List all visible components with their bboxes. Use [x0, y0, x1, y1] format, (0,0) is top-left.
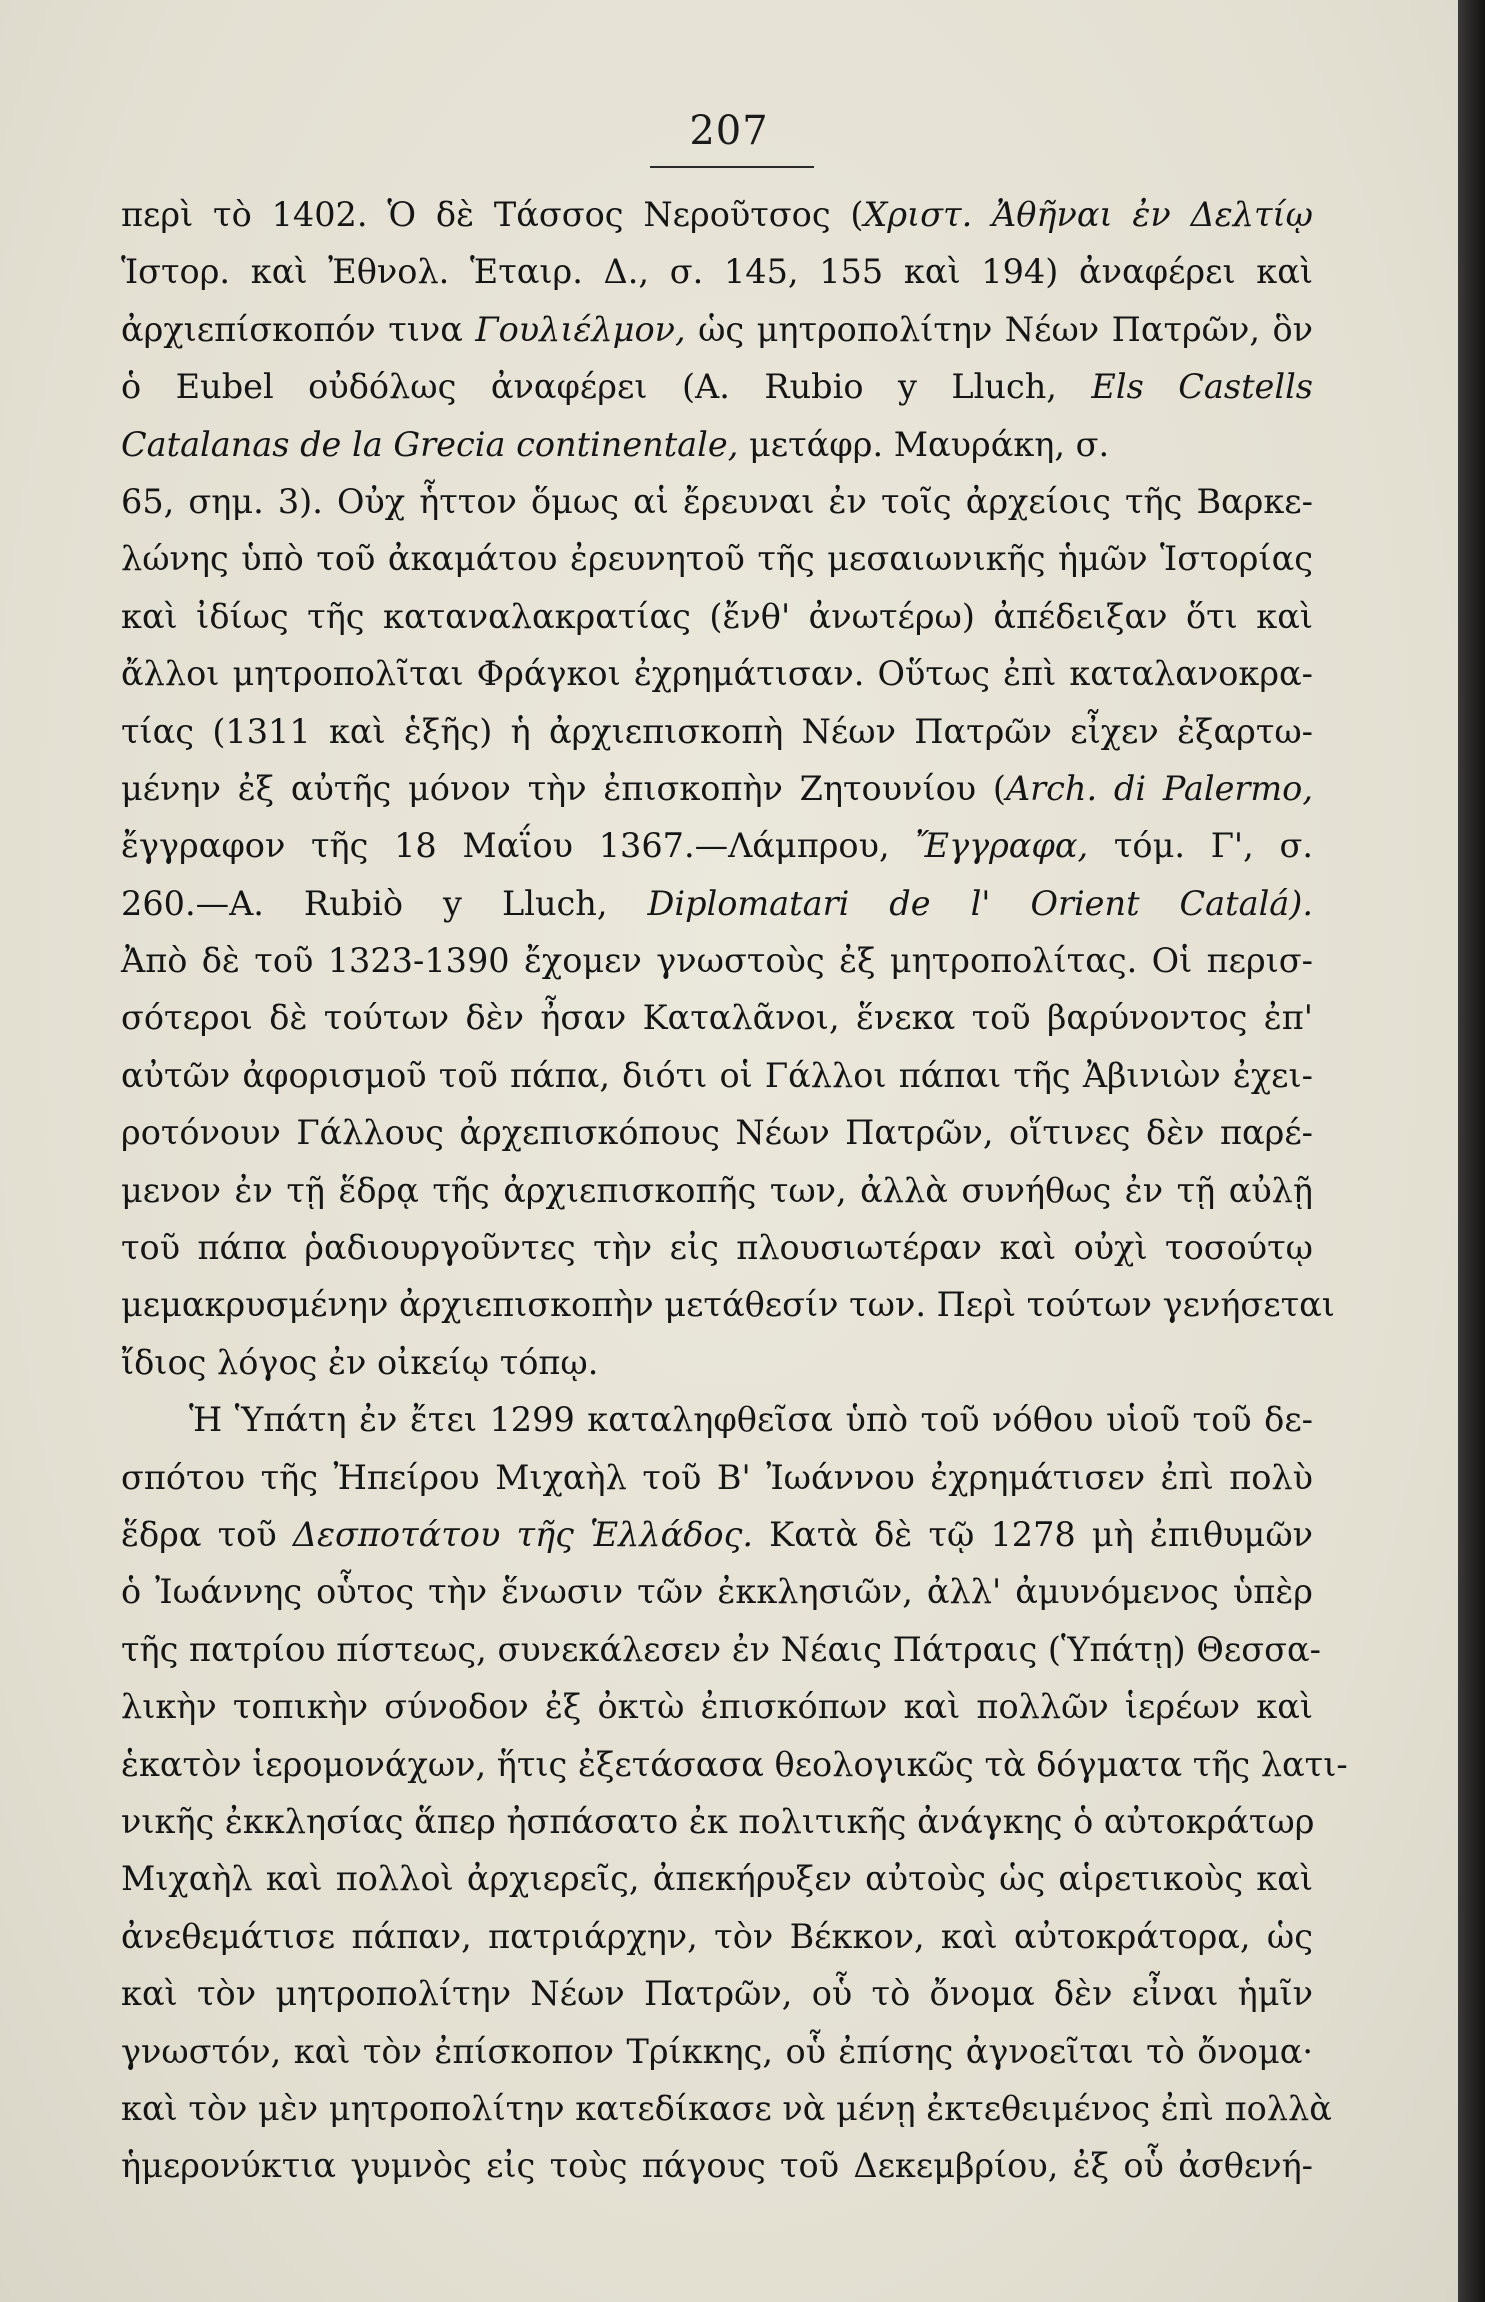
text-segment: Ἡ Ὑπάτη ἐν ἔτει 1299 καταληφθεῖσα ὑπὸ τοῦ νόθου υἱοῦ τοῦ δε-	[189, 1400, 1313, 1440]
text-segment: ὡς μητροπολίτην Νέων Πατρῶν, ὃν	[685, 309, 1313, 349]
body-text	[121, 186, 1348, 2195]
text-line	[121, 1104, 1313, 1161]
text-segment: Ἱστορ. καὶ Ἐθνολ. Ἑταιρ. Δ., σ. 145, 155 καὶ 194) ἀναφέρει καὶ	[121, 252, 1313, 292]
text-line	[121, 358, 1313, 415]
text-line	[121, 1678, 1313, 1735]
text-segment: καὶ τὸν μητροπολίτην Νέων Πατρῶν, οὗ τὸ ὄνομα δὲν εἶναι ἡμῖν	[121, 1974, 1313, 2014]
italic-text: Diplomatari de l' Orient Catalá).	[647, 883, 1313, 923]
text-line	[121, 932, 1313, 989]
page-edge-shadow	[1458, 0, 1485, 2302]
text-segment: καὶ ἰδίως τῆς καταναλακρατίας (ἔνθ' ἀνωτέρω) ἀπέδειξαν ὅτι καὶ	[121, 596, 1313, 636]
text-segment: σπότου τῆς Ἠπείρου Μιχαὴλ τοῦ Β' Ἰωάννου ἐχρημάτισεν ἐπὶ πολὺ	[121, 1457, 1313, 1497]
text-line	[121, 1850, 1313, 1907]
text-segment: σότεροι δὲ τούτων δὲν ἦσαν Καταλᾶνοι, ἕνεκα τοῦ βαρύνοντος ἐπ'	[121, 998, 1313, 1038]
text-line	[121, 1219, 1313, 1276]
text-line	[121, 875, 1313, 932]
text-line	[121, 1162, 1313, 1219]
text-line	[121, 1391, 1313, 1448]
text-line	[121, 1276, 1335, 1333]
text-line	[121, 1047, 1313, 1104]
text-line	[121, 2137, 1313, 2194]
text-segment: ἑκατὸν ἱερομονάχων, ἥτις ἐξετάσασα θεολογικῶς τὰ δόγματα τῆς λατι-	[121, 1744, 1348, 1784]
text-segment: ἔγγραφον τῆς 18 Μαΐου 1367.—Λάμπρου,	[121, 826, 916, 866]
text-line	[121, 1334, 1313, 1391]
text-line	[121, 1793, 1313, 1850]
text-segment: 260.—A. Rubiò y Lluch,	[121, 883, 648, 923]
text-line	[121, 243, 1313, 300]
text-segment: μετάφρ. Μαυράκη, σ.	[738, 424, 1110, 464]
text-segment: Κατὰ δὲ τῷ 1278 μὴ ἐπιθυμῶν	[753, 1514, 1313, 1554]
text-segment: ἴδιος λόγος ἐν οἰκείῳ τόπῳ.	[121, 1342, 599, 1382]
text-segment: γνωστόν, καὶ τὸν ἐπίσκοπον Τρίκκης, οὗ ἐπίσης ἀγνοεῖται τὸ ὄνομα·	[121, 2031, 1313, 2071]
italic-text: Δεσποτάτου τῆς Ἑλλάδος.	[292, 1514, 754, 1554]
text-segment: ὁ Eubel οὐδόλως ἀναφέρει (A. Rubio y Lluch,	[121, 367, 1092, 407]
italic-text: Els Castells	[1091, 367, 1313, 407]
text-segment: λώνης ὑπὸ τοῦ ἀκαμάτου ἐρευνητοῦ τῆς μεσαιωνικῆς ἡμῶν Ἱστορίας	[121, 539, 1313, 579]
text-line	[121, 2080, 1332, 2137]
text-segment: τοῦ πάπα ῥαδιουργοῦντες τὴν εἰς πλουσιωτέραν καὶ οὐχὶ τοσούτῳ	[121, 1228, 1313, 1268]
text-segment: ἡμερονύκτια γυμνὸς εἰς τοὺς πάγους τοῦ Δεκεμβρίου, ἐξ οὗ ἀσθενή-	[121, 2146, 1313, 2186]
text-segment: τῆς πατρίου πίστεως, συνεκάλεσεν ἐν Νέαις Πάτραις (Ὑπάτῃ) Θεσσα-	[121, 1629, 1321, 1669]
italic-text: Χριστ. Ἀθῆναι ἐν Δελτίῳ	[863, 195, 1313, 234]
text-line	[121, 1563, 1313, 1620]
text-segment: τόμ. Γ', σ.	[1088, 826, 1314, 866]
text-line	[121, 817, 1313, 874]
text-segment: ροτόνουν Γάλλους ἀρχεπισκόπους Νέων Πατρῶν, οἵτινες δὲν παρέ-	[121, 1113, 1313, 1153]
text-segment: τίας (1311 καὶ ἑξῆς) ἡ ἀρχιεπισκοπὴ Νέων Πατρῶν εἶχεν ἐξαρτω-	[121, 711, 1313, 751]
text-line	[121, 530, 1313, 587]
text-segment: Μιχαὴλ καὶ πολλοὶ ἀρχιερεῖς, ἀπεκήρυξεν αὐτοὺς ὡς αἱρετικοὺς καὶ	[121, 1859, 1313, 1899]
text-segment: καὶ τὸν μὲν μητροπολίτην κατεδίκασε νὰ μένῃ ἐκτεθειμένος ἐπὶ πολλὰ	[121, 2088, 1332, 2128]
italic-text: Catalanas de la Grecia continentale,	[121, 424, 739, 464]
text-line	[121, 473, 1313, 530]
italic-text: Arch. di Palermo,	[1005, 768, 1313, 808]
text-segment: Ἀπὸ δὲ τοῦ 1323-1390 ἔχομεν γνωστοὺς ἐξ μητροπολίτας. Οἱ περισ-	[121, 941, 1313, 981]
text-line	[121, 703, 1313, 760]
text-segment: μεμακρυσμένην ἀρχιεπισκοπὴν μετάθεσίν των. Περὶ τούτων γενήσεται	[121, 1285, 1335, 1325]
text-line	[121, 416, 1313, 473]
text-segment: ἄλλοι μητροπολῖται Φράγκοι ἐχρημάτισαν. Οὕτως ἐπὶ καταλανοκρα-	[121, 654, 1313, 694]
text-line	[121, 760, 1313, 817]
text-line	[121, 588, 1313, 645]
text-segment: ἀρχιεπίσκοπόν τινα	[121, 309, 476, 349]
text-line	[121, 1621, 1321, 1678]
text-line	[121, 301, 1313, 358]
text-line	[121, 1449, 1313, 1506]
text-line	[121, 1965, 1313, 2022]
text-segment: μένην ἐξ αὐτῆς μόνον τὴν ἐπισκοπὴν Ζητουνίου (	[121, 768, 1006, 808]
page-number: 207	[689, 108, 769, 154]
text-segment: νικῆς ἐκκλησίας ἅπερ ἠσπάσατο ἐκ πολιτικῆς ἀνάγκης ὁ αὐτοκράτωρ	[121, 1801, 1315, 1841]
text-line	[121, 1736, 1348, 1793]
header-rule	[650, 166, 814, 168]
text-segment: αὐτῶν ἀφορισμοῦ τοῦ πάπα, διότι οἱ Γάλλοι πάπαι τῆς Ἀβινιὼν ἐχει-	[121, 1055, 1313, 1095]
text-line	[121, 2023, 1313, 2080]
text-segment: περὶ τὸ 1402. Ὁ δὲ Τάσσος Νεροῦτσος (	[121, 195, 864, 234]
text-line	[121, 645, 1313, 702]
text-line	[121, 1908, 1313, 1965]
text-segment: μενον ἐν τῇ ἕδρᾳ τῆς ἀρχιεπισκοπῆς των, ἀλλὰ συνήθως ἐν τῇ αὐλῇ	[121, 1170, 1313, 1210]
text-segment: ὁ Ἰωάννης οὗτος τὴν ἕνωσιν τῶν ἐκκλησιῶν, ἀλλ' ἀμυνόμενος ὑπὲρ	[121, 1572, 1313, 1612]
text-segment: λικὴν τοπικὴν σύνοδον ἐξ ὀκτὼ ἐπισκόπων καὶ πολλῶν ἱερέων καὶ	[121, 1687, 1313, 1727]
text-line	[121, 989, 1313, 1046]
italic-text: Ἔγγραφα,	[915, 826, 1089, 866]
text-line	[121, 1506, 1313, 1563]
italic-text: Γουλιέλμον,	[475, 309, 686, 349]
text-segment: ἕδρα τοῦ	[121, 1514, 293, 1554]
text-segment: ἀνεθεμάτισε πάπαν, πατριάρχην, τὸν Βέκκον, καὶ αὐτοκράτορα, ὡς	[121, 1916, 1313, 1956]
text-segment: 65, σημ. 3). Οὐχ ἧττον ὅμως αἱ ἔρευναι ἐν τοῖς ἀρχείοις τῆς Βαρκε-	[121, 481, 1313, 521]
text-line	[121, 186, 1313, 243]
